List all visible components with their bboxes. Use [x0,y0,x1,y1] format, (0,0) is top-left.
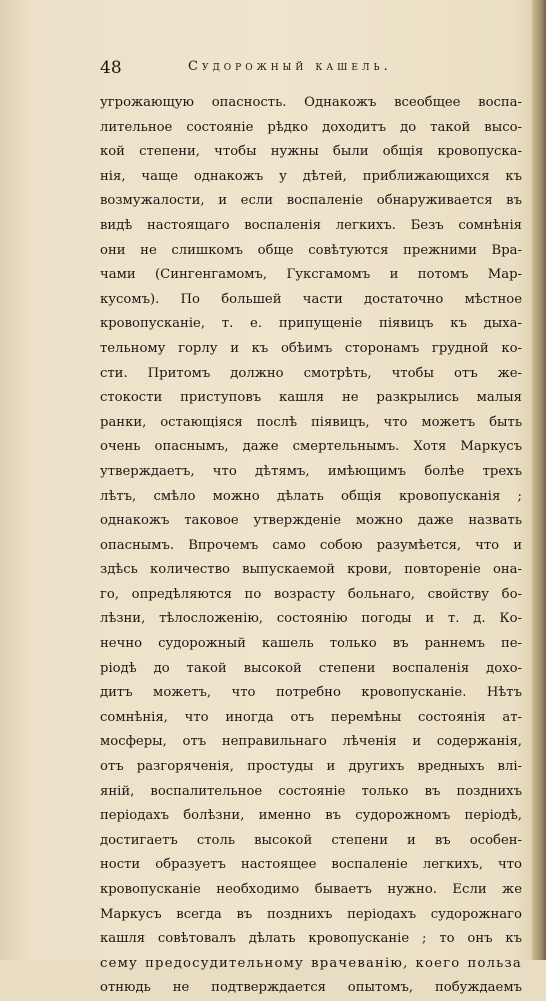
text-line: періодахъ болѣзни, именно въ судорожномъ періодѣ, [100,808,522,824]
text-line: отъ разгоряченія, простуды и другихъ вредныхъ влі- [100,759,522,775]
text-line: сти. Притомъ должно смотрѣть, чтобы отъ же- [100,365,522,381]
text-line: чами (Сингенгамомъ, Гуксгамомъ и потомъ Мар- [100,267,522,283]
text-line: лѣзни, тѣлосложенію, состоянію погоды и т. д. Ко- [100,611,522,627]
text-line: нечно судорожный кашель только въ раннемъ пе- [100,636,522,652]
text-line: утверждаетъ, что дѣтямъ, имѣющимъ болѣе трехъ [100,463,522,479]
page-number: 48 [100,58,122,78]
text-line: кусомъ). По большей части достаточно мѣстное [100,291,522,307]
text-line: видѣ настоящаго воспаленія легкихъ. Безъ сомнѣнія [100,217,522,233]
text-line: ріодѣ до такой высокой степени воспаленія дохо- [100,660,522,676]
text-line: нія, чаще однакожъ у дѣтей, приближающихся къ [100,168,522,184]
text-line: возмужалости, и если воспаленіе обнаруживается въ [100,193,522,209]
text-line: они не слишкомъ обще совѣтуются прежними Вра- [100,242,522,258]
text-line: Маркусъ всегда въ позднихъ періодахъ судорожнаго [100,906,522,922]
text-line: очень опаснымъ, даже смертельнымъ. Хотя Маркусъ [100,439,522,455]
text-line: кровопусканіе необходимо бываетъ нужно. Если же [100,882,522,897]
text-line: сомнѣнія, что иногда отъ перемѣны состоянія ат- [100,709,522,725]
text-line: яній, воспалительное состояніе только въ позднихъ [100,783,522,799]
text-line: тельному горлу и къ обѣимъ сторонамъ грудной ко- [100,340,522,356]
text-line: сему предосудительному врачеванію, коего польза [100,955,522,971]
text-line: ранки, остающіяся послѣ піявицъ, что можетъ быть [100,414,522,430]
text-line: кашля совѣтовалъ дѣлать кровопусканіе ; то онъ къ [100,931,522,947]
text-line: кровопусканіе, т. е. припущеніе піявицъ къ дыха- [100,316,522,332]
text-line: мосферы, отъ неправильнаго лѣченія и содержанія, [100,734,522,750]
text-line: однакожъ таковое утвержденіе можно даже назвать [100,513,522,529]
book-spine-shadow [532,0,546,960]
text-line: лительное состояніе рѣдко доходитъ до такой высо- [100,119,522,135]
text-line: кой степени, чтобы нужны были общія кровопуска- [100,144,522,160]
text-line: здѣсь количество выпускаемой крови, повтореніе она- [100,562,522,578]
text-line: лѣтъ, смѣло можно дѣлать общія кровопусканія ; [100,488,522,504]
text-line: опаснымъ. Впрочемъ само собою разумѣется, что и [100,537,522,553]
text-line: достигаетъ столь высокой степени и въ особен- [100,832,522,848]
text-line: го, опредѣляются по возрасту больнаго, свойству бо- [100,586,522,602]
body-text [100,91,522,1001]
text-line: дитъ можетъ, что потребно кровопусканіе. Нѣтъ [100,685,522,701]
text-line: отнюдь не подтверждается опытомъ, побуждаемъ [100,980,522,996]
text-line: стокости приступовъ кашля не разкрылись малыя [100,390,522,406]
page-header [100,58,438,84]
running-title: Судорожный кашель. [188,59,392,74]
text-line: угрожающую опасность. Однакожъ всеобщее воспа- [100,95,522,110]
text-line: ности образуетъ настоящее воспаленіе легкихъ, что [100,857,522,873]
